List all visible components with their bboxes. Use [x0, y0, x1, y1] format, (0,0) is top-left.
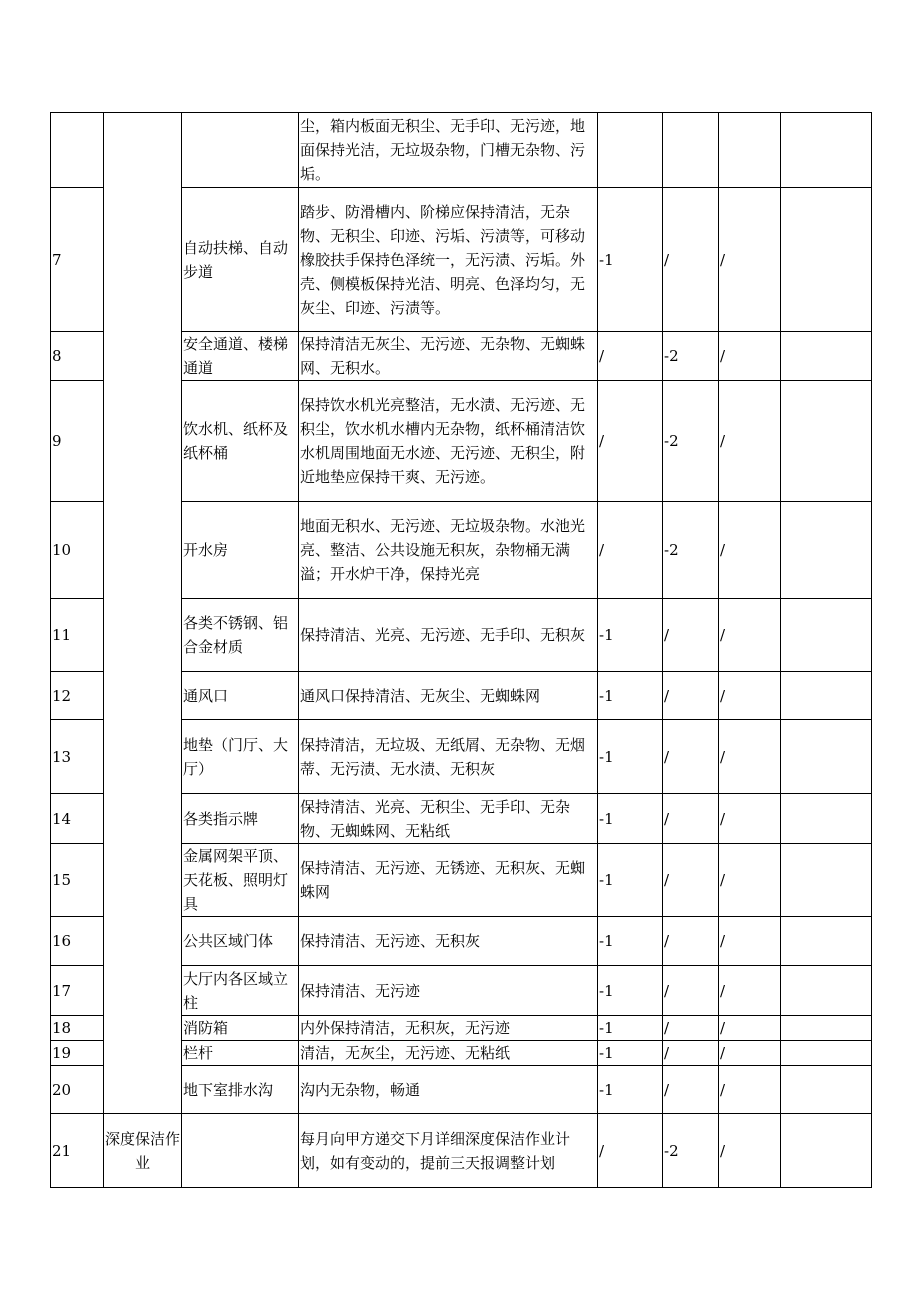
- score-1: -1: [598, 917, 663, 966]
- score-4: [781, 381, 872, 502]
- score-4: [781, 966, 872, 1016]
- score-4: [781, 1114, 872, 1188]
- score-1: -1: [598, 1041, 663, 1066]
- standard-text: 沟内无杂物，畅通: [299, 1066, 598, 1114]
- score-1: /: [598, 381, 663, 502]
- category-name: 深度保洁作业: [104, 1114, 182, 1188]
- score-3: /: [719, 720, 781, 794]
- standard-text: 内外保持清洁，无积灰，无污迹: [299, 1016, 598, 1041]
- standard-text: 保持清洁、无污迹: [299, 966, 598, 1016]
- score-cell: [719, 113, 781, 188]
- score-2: /: [663, 917, 719, 966]
- score-2: /: [663, 672, 719, 720]
- standard-text: 保持清洁、光亮、无积尘、无手印、无杂物、无蜘蛛网、无粘纸: [299, 794, 598, 844]
- score-2: /: [663, 794, 719, 844]
- row-number: 20: [51, 1066, 104, 1114]
- score-2: /: [663, 720, 719, 794]
- table-row: [51, 113, 872, 188]
- row-number: 16: [51, 917, 104, 966]
- score-3: /: [719, 917, 781, 966]
- score-3: /: [719, 1114, 781, 1188]
- score-cell: [781, 113, 872, 188]
- item-name: 各类指示牌: [182, 794, 299, 844]
- standard-text: 保持清洁，无垃圾、无纸屑、无杂物、无烟蒂、无污渍、无水渍、无积灰: [299, 720, 598, 794]
- score-3: /: [719, 1041, 781, 1066]
- score-4: [781, 794, 872, 844]
- score-3: /: [719, 794, 781, 844]
- score-4: [781, 917, 872, 966]
- standard-text: 踏步、防滑槽内、阶梯应保持清洁，无杂物、无积尘、印迹、污垢、污渍等，可移动橡胶扶手保持色泽统一，无污渍、污垢。外壳、侧模板保持光洁、明亮、色泽均匀，无灰尘、印迹、污渍等。: [299, 188, 598, 332]
- score-1: -1: [598, 1066, 663, 1114]
- item-name: 自动扶梯、自动步道: [182, 188, 299, 332]
- item-name: 地下室排水沟: [182, 1066, 299, 1114]
- score-4: [781, 1066, 872, 1114]
- score-2: -2: [663, 1114, 719, 1188]
- row-number-cell: [51, 113, 104, 188]
- standard-cell: 尘，箱内板面无积尘、无手印、无污迹，地面保持光洁，无垃圾杂物，门槽无杂物、污垢。: [299, 113, 598, 188]
- score-4: [781, 844, 872, 917]
- score-4: [781, 188, 872, 332]
- score-4: [781, 1016, 872, 1041]
- score-2: -2: [663, 502, 719, 599]
- item-name: 消防箱: [182, 1016, 299, 1041]
- category-cell: [104, 113, 182, 1114]
- score-3: /: [719, 844, 781, 917]
- score-3: /: [719, 966, 781, 1016]
- row-number: 17: [51, 966, 104, 1016]
- row-number: 13: [51, 720, 104, 794]
- row-number: 14: [51, 794, 104, 844]
- score-1: -1: [598, 720, 663, 794]
- item-name: [182, 1114, 299, 1188]
- row-number: 9: [51, 381, 104, 502]
- score-1: -1: [598, 966, 663, 1016]
- score-cell: [598, 113, 663, 188]
- standard-text: 通风口保持清洁、无灰尘、无蜘蛛网: [299, 672, 598, 720]
- item-name: 开水房: [182, 502, 299, 599]
- score-4: [781, 599, 872, 672]
- score-2: /: [663, 188, 719, 332]
- cleaning-inspection-table: [50, 112, 872, 1188]
- score-cell: [663, 113, 719, 188]
- score-3: /: [719, 188, 781, 332]
- row-number: 7: [51, 188, 104, 332]
- item-name: 公共区域门体: [182, 917, 299, 966]
- score-2: -2: [663, 332, 719, 381]
- item-name: 各类不锈钢、铝合金材质: [182, 599, 299, 672]
- score-1: -1: [598, 844, 663, 917]
- score-1: -1: [598, 1016, 663, 1041]
- standard-text: 保持饮水机光亮整洁，无水渍、无污迹、无积尘，饮水机水槽内无杂物，纸杯桶清洁饮水机周围地面无水迹、无污迹、无积尘，附近地垫应保持干爽、无污迹。: [299, 381, 598, 502]
- score-2: /: [663, 599, 719, 672]
- row-number: 15: [51, 844, 104, 917]
- standard-text: 地面无积水、无污迹、无垃圾杂物。水池光亮、整洁、公共设施无积灰，杂物桶无满溢；开水炉干净，保持光亮: [299, 502, 598, 599]
- score-3: /: [719, 599, 781, 672]
- score-1: -1: [598, 794, 663, 844]
- item-name: 通风口: [182, 672, 299, 720]
- score-3: /: [719, 672, 781, 720]
- item-name: 栏杆: [182, 1041, 299, 1066]
- standard-text: 保持清洁无灰尘、无污迹、无杂物、无蜘蛛网、无积水。: [299, 332, 598, 381]
- score-1: -1: [598, 599, 663, 672]
- table-row: [51, 1114, 872, 1188]
- score-1: /: [598, 502, 663, 599]
- score-2: -2: [663, 381, 719, 502]
- item-name: 饮水机、纸杯及纸杯桶: [182, 381, 299, 502]
- score-3: /: [719, 1016, 781, 1041]
- score-3: /: [719, 381, 781, 502]
- row-number: 12: [51, 672, 104, 720]
- row-number: 8: [51, 332, 104, 381]
- score-2: /: [663, 1066, 719, 1114]
- item-name: 金属网架平顶、天花板、照明灯具: [182, 844, 299, 917]
- score-3: /: [719, 332, 781, 381]
- row-number: 18: [51, 1016, 104, 1041]
- score-1: -1: [598, 188, 663, 332]
- standard-text: 保持清洁、光亮、无污迹、无手印、无积灰: [299, 599, 598, 672]
- score-4: [781, 672, 872, 720]
- item-cell: [182, 113, 299, 188]
- score-4: [781, 502, 872, 599]
- standard-text: 每月向甲方递交下月详细深度保洁作业计划，如有变动的，提前三天报调整计划: [299, 1114, 598, 1188]
- standard-text: 清洁，无灰尘，无污迹、无粘纸: [299, 1041, 598, 1066]
- score-3: /: [719, 502, 781, 599]
- score-2: /: [663, 1041, 719, 1066]
- item-name: 地垫（门厅、大厅）: [182, 720, 299, 794]
- score-3: /: [719, 1066, 781, 1114]
- score-2: /: [663, 844, 719, 917]
- score-4: [781, 332, 872, 381]
- row-number: 21: [51, 1114, 104, 1188]
- score-4: [781, 1041, 872, 1066]
- standard-text: 保持清洁、无污迹、无积灰: [299, 917, 598, 966]
- standard-text: 保持清洁、无污迹、无锈迹、无积灰、无蜘蛛网: [299, 844, 598, 917]
- item-name: 大厅内各区域立柱: [182, 966, 299, 1016]
- score-1: /: [598, 332, 663, 381]
- score-1: /: [598, 1114, 663, 1188]
- row-number: 11: [51, 599, 104, 672]
- score-4: [781, 720, 872, 794]
- item-name: 安全通道、楼梯通道: [182, 332, 299, 381]
- score-2: /: [663, 1016, 719, 1041]
- score-2: /: [663, 966, 719, 1016]
- row-number: 19: [51, 1041, 104, 1066]
- row-number: 10: [51, 502, 104, 599]
- score-1: -1: [598, 672, 663, 720]
